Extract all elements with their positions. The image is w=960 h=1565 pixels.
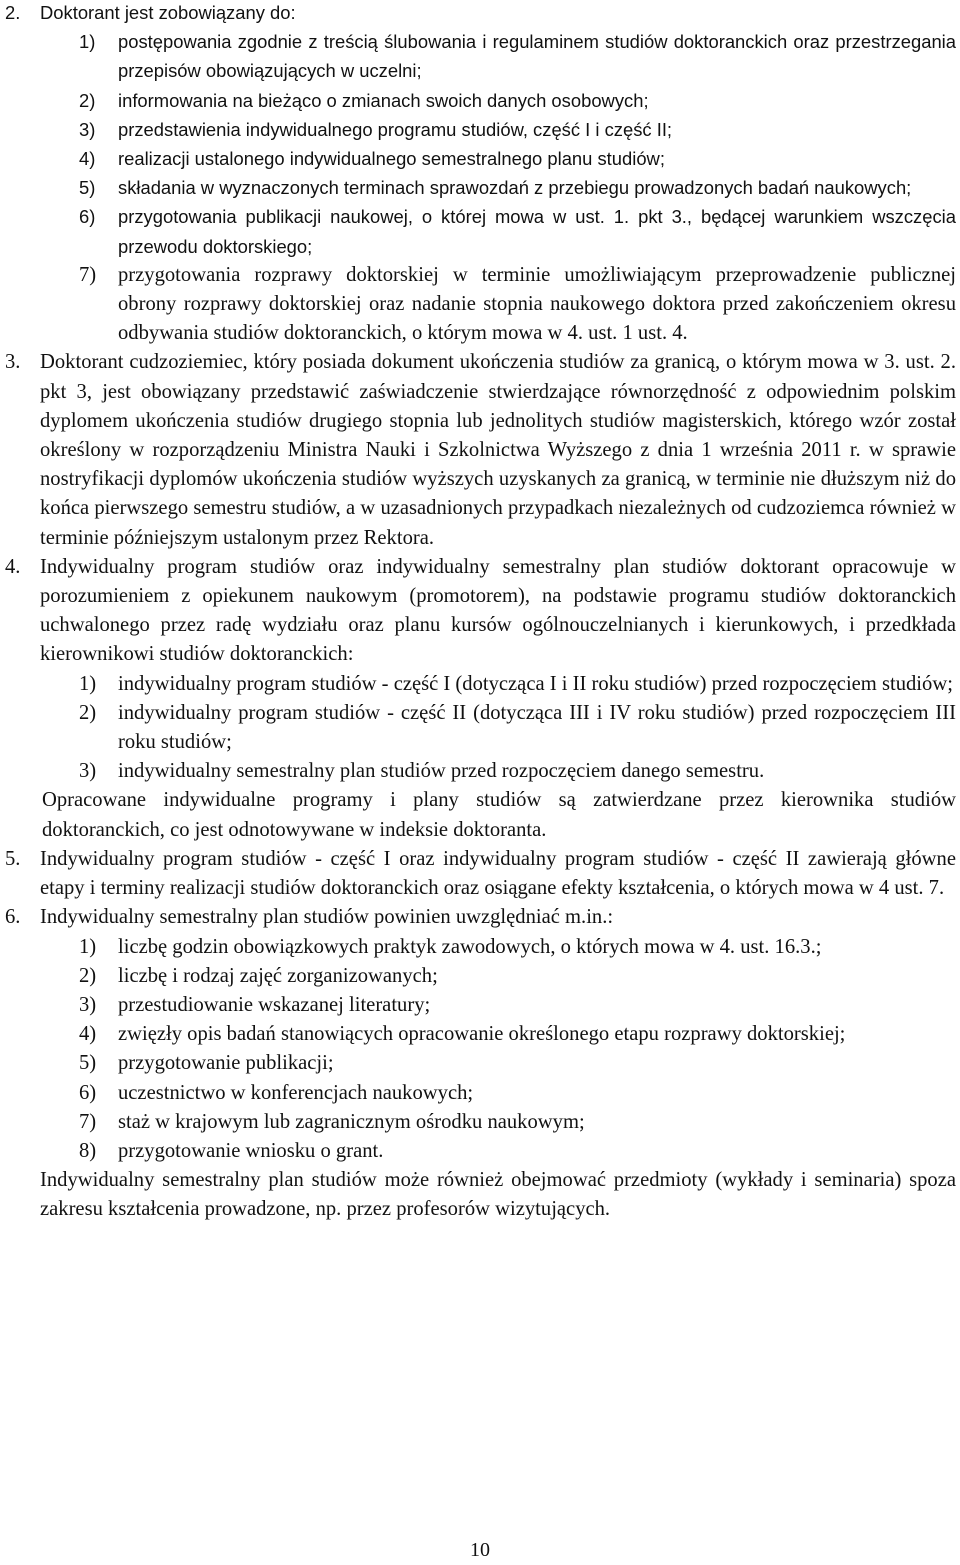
item-text: indywidualny semestralny plan studiów przed rozpoczęciem danego semestru. [118, 760, 765, 783]
page-number: 10 [470, 1539, 490, 1561]
item-number: 3) [79, 760, 97, 783]
list-item [0, 962, 960, 991]
item-number: 3) [79, 118, 96, 140]
item-number: 8) [79, 1139, 97, 1162]
item-text: przedstawienia indywidualnego programu studiów, część I i część II; [118, 118, 673, 140]
list-item [0, 261, 960, 349]
section-number: 6. [5, 906, 21, 929]
item-number: 6) [79, 206, 96, 228]
item-number: 7) [79, 1110, 97, 1133]
section-2 [0, 0, 960, 27]
list-item [0, 86, 960, 115]
section-6-closing: Indywidualny semestralny plan studiów może również obejmować przedmioty (wykłady i seminaria) spoza zakresu kształcenia prowadzone, np. przez profesorów wizytujących. [40, 1169, 956, 1221]
item-number: 3) [79, 993, 97, 1016]
list-item [0, 757, 960, 786]
item-number: 6) [79, 1081, 97, 1104]
item-text: przestudiowanie wskazanej literatury; [118, 993, 431, 1016]
list-item [0, 933, 960, 962]
item-text: liczbę i rodzaj zajęć zorganizowanych; [118, 964, 438, 987]
section-3 [0, 348, 960, 552]
item-text: przygotowanie wniosku o grant. [118, 1139, 384, 1162]
list-item [0, 173, 960, 202]
item-number: 1) [79, 935, 97, 958]
item-text: realizacji ustalonego indywidualnego semestralnego planu studiów; [118, 148, 665, 170]
section-number: 4. [5, 555, 21, 578]
section-number: 5. [5, 847, 21, 870]
item-number: 1) [79, 31, 96, 53]
list-item [0, 1049, 960, 1078]
list-item [0, 991, 960, 1020]
item-text: indywidualny program studiów - część I (dotycząca I i II roku studiów) przed rozpoczęciem studiów; [118, 672, 953, 695]
item-text: składania w wyznaczonych terminach sprawozdań z przebiegu prowadzonych badań naukowych; [118, 177, 912, 199]
item-number: 5) [79, 1052, 97, 1075]
section-6 [0, 903, 960, 932]
item-number: 2) [79, 89, 96, 111]
section-text: Doktorant jest zobowiązany do: [40, 2, 296, 23]
item-text: informowania na bieżąco o zmianach swoich danych osobowych; [118, 89, 649, 111]
item-text: postępowania zgodnie z treścią ślubowania i regulaminem studiów doktoranckich oraz przestrzegania przepisów obowiązujących w uczelni; [118, 31, 956, 82]
item-number: 7) [79, 263, 97, 286]
item-text: przygotowania rozprawy doktorskiej w terminie umożliwiającym przeprowadzenie publicznej obrony rozprawy doktorskiej oraz nadanie stopnia naukowego doktora przed zakończeniem okresu odbywania studiów doktoranckich, o którym mowa w 4. ust. 1 ust. 4. [118, 263, 956, 345]
item-text: liczbę godzin obowiązkowych praktyk zawodowych, o których mowa w 4. ust. 16.3.; [118, 935, 822, 958]
section-text: Doktorant cudzoziemiec, który posiada dokument ukończenia studiów za granicą, o którym mowa w 3. ust. 2. pkt 3, jest obowiązany przedstawić zaświadczenie stwierdzające równorzędność z odpowiednim polskim dyplomem ukończenia studiów drugiego stopnia lub jednolitych studiów magisterskich, którego wzór został określony w rozporządzeniu Ministra Nauki i Szkolnictwa Wyższego z dnia 1 września 2011 r. w sprawie nostryfikacji dyplomów ukończenia studiów wyższych uzyskanych za granicą, w terminie nie dłuższym niż do końca pierwszego semestru studiów, a w uzasadnionych przypadkach niezależnych od cudzoziemca również w terminie późniejszym ustalonym przez Rektora. [40, 351, 956, 549]
list-item [0, 202, 960, 260]
section-text: Indywidualny program studiów - część I oraz indywidualny program studiów - część II zawierają główne etapy i terminy realizacji studiów doktoranckich oraz osiągane efekty kształcenia, o których mowa w 4 ust. 7. [40, 847, 956, 900]
section-text: Indywidualny program studiów oraz indywidualny semestralny plan studiów doktorant opracowuje w porozumieniem z opiekunem naukowym (promotorem), na podstawie programu studiów doktoranckich uchwalonego przez radę wydziału oraz planu kursów ogólnouczelnianych i kierunkowych, i przedkłada kierownikowi studiów doktoranckich: [40, 555, 956, 666]
list-item [0, 1020, 960, 1049]
item-number: 4) [79, 148, 96, 170]
section-text: Indywidualny semestralny plan studiów powinien uwzględniać m.in.: [40, 906, 614, 929]
list-item [0, 670, 960, 699]
list-item [0, 1137, 960, 1166]
item-number: 2) [79, 701, 97, 724]
section-4 [0, 553, 960, 670]
item-text: zwięzły opis badań stanowiących opracowanie określonego etapu rozprawy doktorskiej; [118, 1023, 846, 1046]
item-text: przygotowanie publikacji; [118, 1052, 334, 1075]
section-number: 2. [5, 2, 21, 23]
list-item [0, 1079, 960, 1108]
list-item [0, 1108, 960, 1137]
item-text: uczestnictwo w konferencjach naukowych; [118, 1081, 474, 1104]
item-number: 2) [79, 964, 97, 987]
section-5 [0, 845, 960, 903]
item-number: 5) [79, 177, 96, 199]
list-item [0, 115, 960, 144]
item-text: indywidualny program studiów - część II (dotycząca III i IV roku studiów) przed rozpoczęciem III roku studiów; [118, 701, 956, 754]
list-item [0, 144, 960, 173]
item-text: przygotowania publikacji naukowej, o której mowa w ust. 1. pkt 3., będącej warunkiem wszczęcia przewodu doktorskiego; [118, 206, 956, 257]
item-text: staż w krajowym lub zagranicznym ośrodku naukowym; [118, 1110, 585, 1133]
list-item [0, 699, 960, 757]
section-number: 3. [5, 351, 21, 374]
item-number: 4) [79, 1023, 97, 1046]
item-number: 1) [79, 672, 97, 695]
section-4-closing: Opracowane indywidualne programy i plany studiów są zatwierdzane przez kierownika studiów doktoranckich, co jest odnotowywane w indeksie doktoranta. [42, 789, 956, 841]
list-item [0, 27, 960, 85]
